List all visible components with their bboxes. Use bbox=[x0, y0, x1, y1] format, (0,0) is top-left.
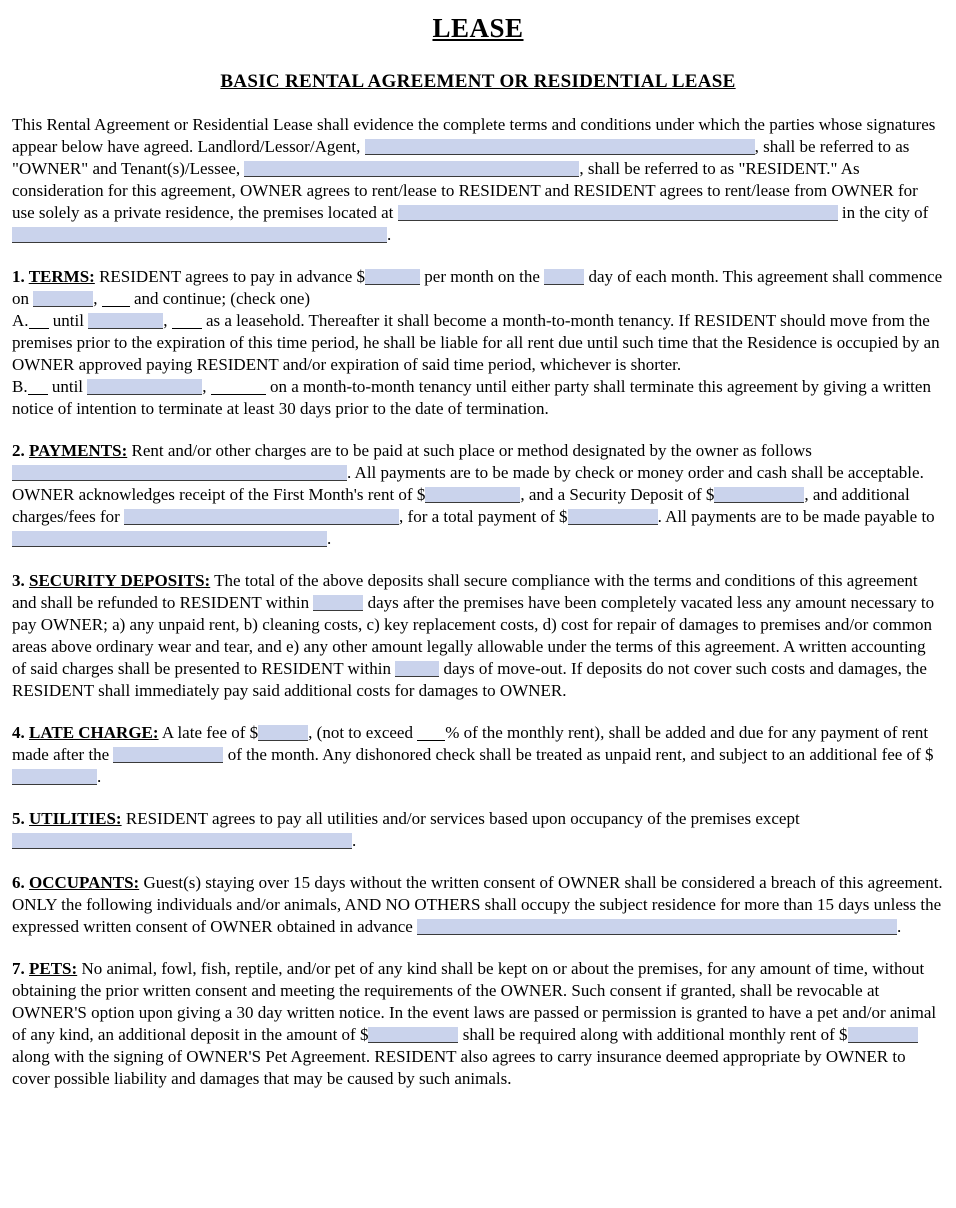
section-number: 4. bbox=[12, 723, 25, 742]
rent-due-after-day-field[interactable] bbox=[113, 747, 223, 763]
tenant-name-field[interactable] bbox=[244, 161, 579, 177]
section-title: TERMS: bbox=[28, 267, 95, 286]
text-run: . bbox=[897, 917, 902, 936]
section-heading bbox=[12, 809, 122, 828]
month-to-month-date-field[interactable] bbox=[87, 379, 202, 395]
monthly-rent-field[interactable] bbox=[365, 269, 420, 285]
text-run: RESIDENT agrees to pay in advance $ bbox=[94, 267, 366, 286]
section-number: 2. bbox=[12, 441, 25, 460]
text-run: This Rental Agreement or Residential Lease shall evidence the complete terms and conditions under which the parties whose signatures appear below have agreed. Landlord/Lessor/Agent, bbox=[12, 115, 936, 156]
text-run: shall be required along with additional monthly rent of $ bbox=[458, 1025, 848, 1044]
section-payments bbox=[12, 440, 944, 550]
section-heading bbox=[12, 441, 127, 460]
text-run: . All payments are to be made by check or money order and cash shall be acceptable. OWNER acknowledges receipt of the First Month's rent of $ bbox=[12, 463, 924, 504]
section-heading bbox=[12, 571, 210, 590]
text-run: and continue; (check one) bbox=[129, 289, 311, 308]
text-run: , and a Security Deposit of $ bbox=[520, 485, 715, 504]
section-security-deposits bbox=[12, 570, 944, 702]
document-subtitle-text: BASIC RENTAL AGREEMENT OR RESIDENTIAL LEASE bbox=[220, 71, 736, 92]
text-run: . All payments are to be made payable to bbox=[657, 507, 935, 526]
text-run: Guest(s) staying over 15 days without the written consent of OWNER shall be considered a breach of this agreement. ONLY the following individuals and/or animals, AND NO OTHERS shall occupy the subject residence for more than 15 days unless the expressed written consent of OWNER obtained in advance bbox=[12, 873, 943, 936]
text-run: , (not to exceed bbox=[308, 723, 418, 742]
text-run: days after the premises have been completely vacated less any amount necessary to pay OWNER; a) any unpaid rent, b) cleaning costs, c) key replacement costs, d) cost for repair of damages to premises and/or common areas above ordinary wear and tear, and e) any other amount legally allowable under the terms of this agreement. A written accounting of said charges shall be presented to RESIDENT within bbox=[12, 593, 935, 678]
section-number: 6. bbox=[12, 873, 25, 892]
section-number: 7. bbox=[12, 959, 25, 978]
month-to-month-year-field[interactable] bbox=[211, 379, 266, 395]
text-run: , bbox=[93, 289, 102, 308]
section-heading bbox=[12, 959, 77, 978]
text-run: , bbox=[163, 311, 172, 330]
first-month-rent-field[interactable] bbox=[425, 487, 520, 503]
text-run: in the city of bbox=[837, 203, 929, 222]
payable-to-field[interactable] bbox=[12, 531, 327, 547]
section-pets bbox=[12, 958, 944, 1090]
text-run: , for a total payment of $ bbox=[399, 507, 568, 526]
option-b-checkbox-blank[interactable] bbox=[28, 379, 48, 395]
section-utilities bbox=[12, 808, 944, 852]
section-number: 3. bbox=[12, 571, 25, 590]
pet-monthly-rent-field[interactable] bbox=[848, 1027, 918, 1043]
section-late-charge bbox=[12, 722, 944, 788]
text-run: of the month. Any dishonored check shall be treated as unpaid rent, and subject to an additional fee of $ bbox=[223, 745, 934, 764]
section-occupants bbox=[12, 872, 944, 938]
landlord-name-field[interactable] bbox=[365, 139, 755, 155]
refund-days-field[interactable] bbox=[313, 595, 363, 611]
text-run: . bbox=[352, 831, 357, 850]
text-run: , shall be referred to as "OWNER" and Tenant(s)/Lessee, bbox=[12, 137, 910, 178]
text-run: . bbox=[97, 767, 102, 786]
lease-end-date-field[interactable] bbox=[88, 313, 163, 329]
section-heading bbox=[12, 723, 159, 742]
text-run: % of the monthly rent), shall be added and due for any payment of rent made after the bbox=[12, 723, 929, 764]
text-run: B. bbox=[12, 377, 28, 396]
premises-address-field[interactable] bbox=[398, 205, 838, 221]
total-payment-field[interactable] bbox=[568, 509, 658, 525]
text-run: until bbox=[47, 377, 88, 396]
section-title: SECURITY DEPOSITS: bbox=[29, 571, 211, 590]
additional-charges-field[interactable] bbox=[124, 509, 399, 525]
intro-paragraph bbox=[12, 114, 944, 246]
text-run: along with the signing of OWNER'S Pet Agreement. RESIDENT also agrees to carry insurance deemed appropriate by OWNER to cover possible liability and damages that may be caused by such animals. bbox=[12, 1047, 906, 1088]
text-run: RESIDENT agrees to pay all utilities and/or services based upon occupancy of the premises except bbox=[121, 809, 800, 828]
section-number: 1. bbox=[12, 267, 25, 286]
city-field[interactable] bbox=[12, 227, 387, 243]
late-percent-field[interactable] bbox=[417, 725, 445, 741]
text-run: day of each month. This agreement shall commence on bbox=[12, 267, 943, 308]
section-title: OCCUPANTS: bbox=[29, 873, 140, 892]
lease-end-year-field[interactable] bbox=[172, 313, 202, 329]
section-title: PETS: bbox=[29, 959, 78, 978]
text-run: days of move-out. If deposits do not cover such costs and damages, the RESIDENT shall immediately pay said additional costs for damages to OWNER. bbox=[12, 659, 927, 700]
dishonored-check-fee-field[interactable] bbox=[12, 769, 97, 785]
option-a-checkbox-blank[interactable] bbox=[29, 313, 49, 329]
utilities-exceptions-field[interactable] bbox=[12, 833, 352, 849]
text-run: per month on the bbox=[420, 267, 545, 286]
text-run: The total of the above deposits shall secure compliance with the terms and conditions of this agreement and shall be refunded to RESIDENT within bbox=[12, 571, 918, 612]
payment-place-field[interactable] bbox=[12, 465, 347, 481]
section-number: 5. bbox=[12, 809, 25, 828]
late-fee-field[interactable] bbox=[258, 725, 308, 741]
pet-deposit-field[interactable] bbox=[368, 1027, 458, 1043]
commencement-year-field[interactable] bbox=[102, 291, 130, 307]
text-run: on a month-to-month tenancy until either party shall terminate this agreement by giving a written notice of intention to terminate at least 30 days prior to the date of termination. bbox=[12, 377, 931, 418]
text-run: Rent and/or other charges are to be paid at such place or method designated by the owner as follows bbox=[127, 441, 812, 460]
section-heading bbox=[12, 267, 95, 286]
section-title: LATE CHARGE: bbox=[29, 723, 159, 742]
document-subtitle bbox=[12, 70, 944, 94]
text-run: . bbox=[327, 529, 332, 548]
due-day-field[interactable] bbox=[544, 269, 584, 285]
security-deposit-field[interactable] bbox=[714, 487, 804, 503]
text-run: , shall be referred to as "RESIDENT." As consideration for this agreement, OWNER agrees to rent/lease to RESIDENT and RESIDENT agrees to rent/lease from OWNER for use solely as a private residence, the premises located at bbox=[12, 159, 918, 222]
text-run: No animal, fowl, fish, reptile, and/or pet of any kind shall be kept on or about the premises, for any amount of time, without obtaining the prior written consent and meeting the requirements of the OWNER. Such consent if granted, shall be revocable at OWNER'S option upon giving a 30 day written notice. In the event laws are passed or permission is granted to have a pet and/or animal of any kind, an additional deposit in the amount of $ bbox=[12, 959, 937, 1044]
document-title bbox=[12, 12, 944, 44]
text-run: A late fee of $ bbox=[158, 723, 259, 742]
text-run: until bbox=[48, 311, 89, 330]
text-run: as a leasehold. Thereafter it shall become a month-to-month tenancy. If RESIDENT should move from the premises prior to the expiration of this time period, he shall be liable for all rent due until such time that the Residence is occupied by an OWNER approved paying RESIDENT and/or expiration of said time period, whichever is shorter. bbox=[12, 311, 940, 374]
text-run: , and additional charges/fees for bbox=[12, 485, 910, 526]
commencement-date-field[interactable] bbox=[33, 291, 93, 307]
section-title: UTILITIES: bbox=[29, 809, 122, 828]
section-terms bbox=[12, 266, 944, 420]
occupants-list-field[interactable] bbox=[417, 919, 897, 935]
section-title: PAYMENTS: bbox=[29, 441, 128, 460]
text-run: , bbox=[202, 377, 211, 396]
document-title-text: LEASE bbox=[432, 13, 524, 43]
text-run: A. bbox=[12, 311, 29, 330]
text-run: . bbox=[387, 225, 392, 244]
accounting-days-field[interactable] bbox=[395, 661, 439, 677]
section-heading bbox=[12, 873, 139, 892]
